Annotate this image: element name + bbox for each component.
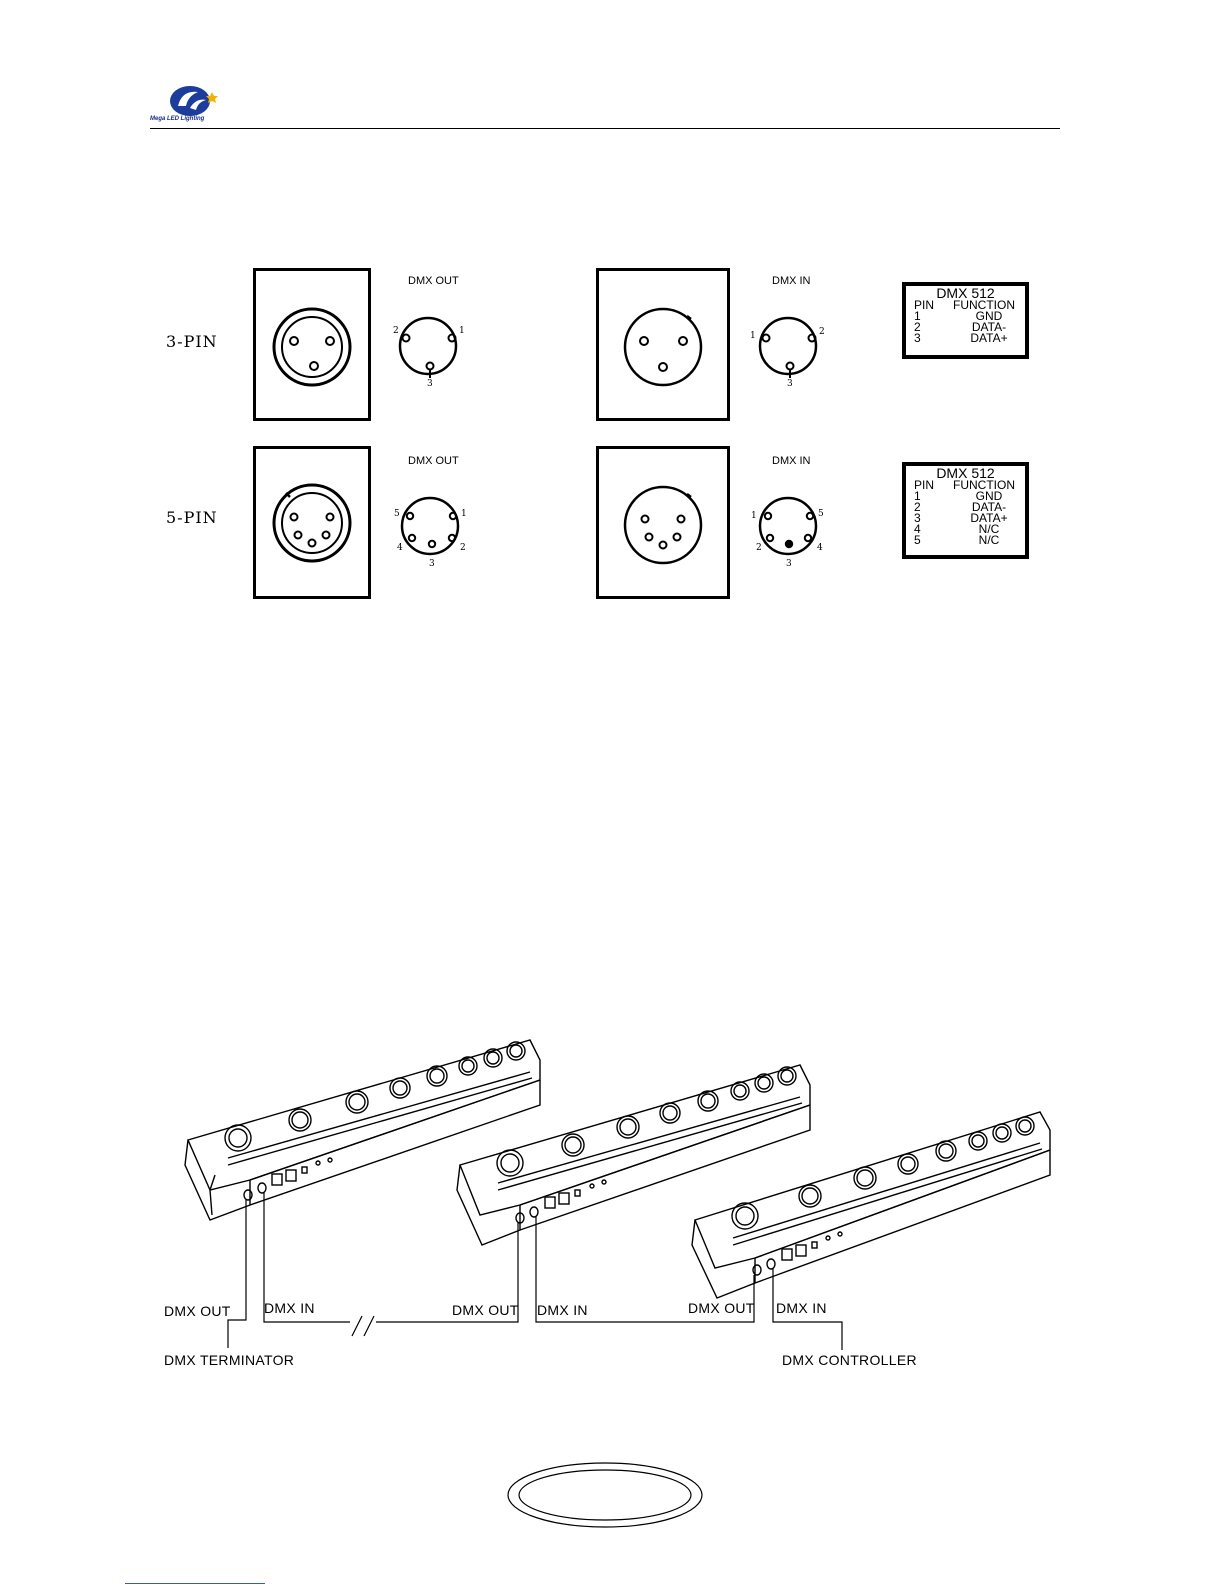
table-row: 1 GND: [914, 489, 1003, 503]
dmx-in-3pin-pinout-icon: [748, 308, 828, 388]
pin-type-label-5: 5-PIN: [166, 508, 218, 527]
table-header-row: [906, 300, 1025, 311]
col-function: FUNCTION: [953, 478, 1015, 492]
footer-link-underline: [125, 1583, 265, 1584]
brand-text: Mega LED Lighting: [150, 116, 205, 122]
table-row: 5 N/C: [914, 533, 1000, 547]
led-bar-fixture-3: [692, 1112, 1050, 1298]
pin-number: 3: [787, 379, 793, 388]
pin-number: 1: [751, 511, 757, 521]
xlr-in-panel-5pin: [596, 446, 730, 599]
chain-label-dmx-in-3: DMX IN: [776, 1300, 827, 1316]
table-header-row: [906, 480, 1025, 491]
pin-number: 2: [393, 326, 399, 336]
pin-number: 4: [397, 543, 403, 553]
pin-number: 5: [818, 509, 824, 519]
pin-type-label-3: 3-PIN: [166, 332, 218, 351]
table-title: DMX 512: [936, 285, 995, 301]
dmx-in-label-3pin: DMX IN: [772, 275, 811, 287]
table-row: 3 DATA+: [914, 511, 1008, 525]
chain-label-dmx-controller: DMX CONTROLLER: [782, 1352, 917, 1368]
chain-label-dmx-terminator: DMX TERMINATOR: [164, 1352, 295, 1368]
pin-number: 5: [394, 509, 400, 519]
col-pin: PIN: [914, 478, 935, 492]
chain-label-dmx-out-1: DMX OUT: [164, 1303, 231, 1319]
dmx-out-5pin-pinout-icon: [390, 488, 470, 570]
dmx-in-5pin-pinout-icon: [748, 488, 828, 570]
page-number-oval: [505, 1460, 705, 1530]
dmx-in-label-5pin: DMX IN: [772, 455, 811, 467]
xlr-5pin-female-icon: [599, 449, 727, 596]
col-function: FUNCTION: [953, 298, 1015, 312]
table-row: 4 N/C: [914, 522, 1000, 536]
xlr-in-panel-3pin: [596, 268, 730, 421]
chain-label-dmx-out-2: DMX OUT: [452, 1302, 519, 1318]
xlr-out-panel-3pin: [253, 268, 371, 421]
pin-function-table-3pin: [902, 282, 1029, 359]
pin-number: 3: [786, 559, 792, 569]
xlr-3pin-female-icon: [599, 271, 727, 418]
pin-number: 3: [427, 379, 433, 388]
pin-number: 3: [429, 559, 435, 569]
dmx-daisy-chain-diagram: [0, 1020, 1225, 1400]
pin-number: 1: [461, 509, 467, 519]
pin-number: 2: [460, 543, 466, 553]
table-row: 3 DATA+: [914, 331, 1008, 345]
dmx-out-label-5pin: DMX OUT: [408, 455, 459, 467]
chain-label-dmx-in-2: DMX IN: [537, 1302, 588, 1318]
pin-number: 4: [817, 543, 823, 553]
col-pin: PIN: [914, 298, 935, 312]
xlr-3pin-male-icon: [256, 271, 368, 418]
dmx-out-3pin-pinout-icon: [390, 308, 468, 388]
header-rule: [150, 128, 1060, 129]
dmx-out-label-3pin: DMX OUT: [408, 275, 459, 287]
brand-logo: [168, 84, 220, 118]
table-row: 1 GND: [914, 309, 1003, 323]
pin-number: 1: [459, 326, 465, 336]
xlr-out-panel-5pin: [253, 446, 371, 599]
chain-label-dmx-out-3: DMX OUT: [688, 1300, 755, 1316]
pin-number: 2: [819, 327, 825, 337]
xlr-5pin-male-icon: [256, 449, 368, 596]
pin-number: 2: [756, 543, 762, 553]
table-row: 2 DATA-: [914, 500, 1007, 514]
chain-label-dmx-in-1: DMX IN: [264, 1300, 315, 1316]
pin-function-table-5pin: [902, 462, 1029, 559]
table-row: 2 DATA-: [914, 320, 1007, 334]
pin-number: 1: [750, 331, 756, 341]
table-title: DMX 512: [936, 465, 995, 481]
